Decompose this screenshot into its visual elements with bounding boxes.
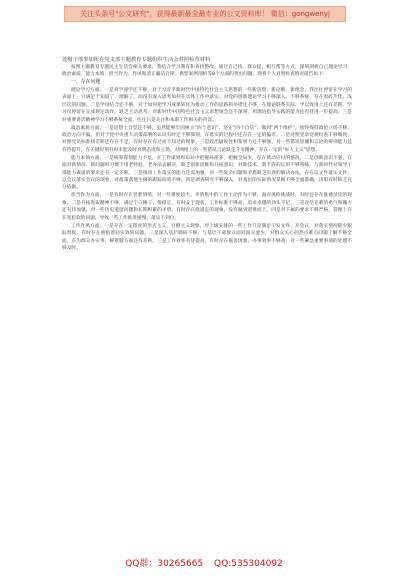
document-body (62, 56, 352, 253)
paragraph-ability: 能力本领方面。一是统筹谋划能力不足，在工作谋划和布局中把握局部多、把握全局少，存在被动应付的情况。二是创新意识不强，在面对新情况、新问题时习惯于用老经验、老办法去解决，缺乏创新思维和开拓意识，对新技术、新手段的运用不够熟练，与新时代对领导干部能力素质的要求还有一定差距。三是推动工作落实的能力还需加强，对一些复杂问题和矛盾缺乏有效的解决办法，存在以文件落实文件、以会议落实会议的现象，对政策落地生根的跟踪问效不够。四是调查研究不够深入，对基层的实际情况掌握不够全面准确，决策有时缺乏充分依据。 (62, 155, 352, 191)
contact-footer (0, 556, 408, 569)
document-title: 处级干部参加所在党支部主题教育专题组织生活会对照检查材料 (62, 57, 211, 63)
qq-group-text: QQ群：30265665 (125, 559, 204, 569)
paragraph-work-style: 工作作风方面。一是存在一定程度的形式主义、官僚主义现象，对上级安排的一些工作只是满足于发文件、开会议，对落实情况缺少跟踪督促，有时存在重痕迹轻实效的问题。二是深入基层调研不够，与基层干部群众面对面交流少，对群众关心的热点难点问题了解不够全面，在为群众办实事、解难题方面还有差距。三是工作效率有待提高，有时存在拖沓现象，办事效率不够高，对一些紧急重要事项的处理不够及时。 (62, 223, 352, 251)
paragraph-political-quality: 政治素质方面。一是思想上自觉还不够，虽然能够牢固树立“四个意识”、坚定“四个自信”、做到“两个维护”，始终保持政治立场不移、政治方向不偏，但对于党中央重大决策部署的认识有时还不够深刻，在落实的过程中还存在一定的偏差。二是对照党章党规检查不够细致，对照党员标准找差距还存在不足，有时存在有过而不知过的现象。三是政治敏锐性和鉴别力还不够强，对一些错误思潮和言论的辨别能力还有待提升，在关键时刻有时未能及时亮明态度和立场。对网络上的一些错误言论缺乏斗争精神，存在一定的“好人主义”思想。 (62, 125, 352, 153)
promo-banner (64, 6, 346, 22)
promo-banner-text: 关注头条号"公文研究"，获得最新最全最专业的公文资料库！ 微信：gongwenyj (80, 10, 330, 18)
paragraph-theory-study: 理论学习方面。一是真学深学还不够。对于习近平新时代中国特色社会主义思想的一些新思想、新论断、新理念，我往往停留在学习的表面上，只满足于知道了、理解了，而没有深入思考如何在具体工作中落实。对党的创新理论学习不够深入、不够系统，存在着碎片化、浅层次的问题。二是学用结合还不够。对于如何把学习成果转化为推动工作的思路和举措还不够，在理论联系实际、学以致用上还有差距。学习仅停留在完成规定动作，缺乏主动思考，对新时代中国特色社会主义思想领会还不深刻，用理论指导实践的能力还有待进一步提高。三是对重要讲话精神学习不够系统全面，往往只是关注和本职工作相关的内容。 (62, 88, 352, 123)
qq-number-text: QQ:535304092 (214, 559, 283, 569)
section-heading: 一、存在问题 (71, 79, 101, 86)
intro-paragraph: 按照主题教育专题民主生活会相关要求，我结合学习教育和查找整改，通过自己找、群众提、相互帮等方式，深刻剖析自己理论学习、政治素质、能力本领、担当作为、作风和清正廉洁自律、典型案例剖析等8个方面的突出问题。现将个人对照检查情况报告如下： (62, 65, 352, 78)
paragraph-responsibility: 担当作为方面。一是有时存在畏难情绪，对一些难度较大、矛盾集中的工作主动作为不够，面对风险挑战时，有时还存在推诿扯皮的现象。二是开拓进取精神不够，满足于守摊子、保稳定，有时安于现状，工作标准不够高，追求卓越的劲头不足。三是攻坚克难的勇气和魄力还有待加强，对一些历史遗留问题和长期积累的矛盾，有时存在绕道走的现象，没有做到迎难而上。四是对下属的要求不够严格，管理上存在宽松软的问题，导致一些工作推进缓慢、落实不到位。 (62, 193, 352, 221)
